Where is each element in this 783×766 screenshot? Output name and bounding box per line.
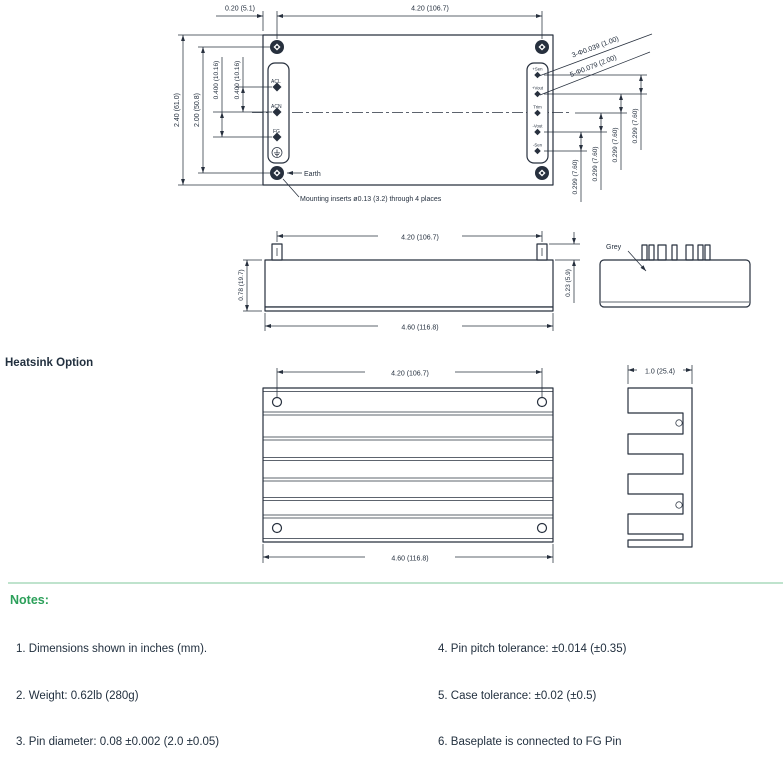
end-pin — [642, 245, 647, 260]
side-view — [238, 231, 580, 332]
top-view — [174, 6, 652, 204]
note-item-4: 4. Pin pitch tolerance: ±0.014 (±0.35) — [438, 643, 627, 655]
dim-pitch-b: 0.400 (10.16) — [213, 60, 220, 100]
dim-pin-span-top: 4.20 (106.7) — [411, 5, 449, 13]
case-color-label: Grey — [606, 244, 622, 251]
notes-left-column — [16, 611, 219, 766]
pin-label-trim: Trim — [533, 104, 542, 110]
heatsink-profile-view — [628, 365, 692, 547]
dim-fin-depth: 1.0 (25.4) — [645, 368, 675, 376]
note-item-5: 5. Case tolerance: ±0.02 (±0.5) — [438, 689, 597, 702]
end-pin — [672, 245, 677, 260]
module-outline-side — [265, 260, 553, 307]
pin-label-pvout: +Vout — [531, 85, 544, 91]
note-item-1: 1. Dimensions shown in inches (mm). — [16, 643, 208, 655]
end-view — [600, 244, 750, 307]
heatsink-fin-profile — [628, 388, 692, 547]
notes-right-column — [438, 611, 626, 766]
dim-dc-pitch-3: 0.299 (7.60) — [612, 127, 619, 163]
dim-dc-pitch-1: 0.299 (7.60) — [572, 159, 579, 195]
end-pin — [698, 245, 703, 260]
earth-label: Earth — [304, 171, 321, 178]
notes-title: Notes: — [10, 593, 49, 607]
dim-pitch-a: 0.400 (10.16) — [234, 60, 241, 100]
dim-width-heatsink: 4.60 (116.8) — [391, 555, 429, 563]
dim-edge-offset: 0.20 (5.1) — [225, 5, 255, 13]
mounting-note: Mounting inserts ø0.13 (3.2) through 4 places — [300, 196, 442, 203]
dim-dc-pitch-4: 0.299 (7.60) — [632, 108, 639, 144]
note-item-6: 6. Baseplate is connected to FG Pin — [438, 736, 622, 748]
pin-label-nsen: -Sen — [532, 142, 543, 148]
pin-label-acl: ACL — [271, 79, 281, 85]
pin-label-acn: ACN — [271, 104, 282, 110]
dim-pin-span-heatsink: 4.20 (106.7) — [391, 370, 429, 378]
heatsink-top-view — [263, 368, 553, 563]
end-pin — [705, 245, 710, 260]
pin-label-fg: FG — [273, 129, 280, 135]
heatsink-option-title: Heatsink Option — [5, 357, 94, 369]
dim-height: 2.40 (61.0) — [174, 93, 181, 127]
module-outline-top — [263, 35, 553, 185]
heatsink-outline — [263, 388, 553, 542]
pin-label-psen: +Sen — [532, 66, 543, 72]
dim-body-width-side: 4.60 (116.8) — [401, 324, 439, 332]
heatsink-screw-boss — [676, 420, 682, 426]
dim-pin-span-side: 4.20 (106.7) — [401, 234, 439, 242]
dim-dc-pitch-2: 0.299 (7.60) — [592, 146, 599, 182]
pin-label-nvout: -Vout — [532, 123, 543, 129]
notes-divider — [8, 582, 783, 584]
heatsink-screw-boss — [676, 502, 682, 508]
dim-height-side: 0.78 (19.7) — [238, 269, 245, 301]
note-item-3: 3. Pin diameter: 0.08 ±0.002 (2.0 ±0.05) — [16, 736, 220, 748]
dim-post-height: 0.23 (5.9) — [565, 269, 572, 297]
baseplate-side — [265, 307, 553, 311]
end-pin — [686, 245, 693, 260]
callout-5-pins: 5-Φ0.079 (2.00) — [569, 54, 618, 79]
end-pin — [658, 245, 666, 260]
end-pin — [649, 245, 654, 260]
note-item-2: 2. Weight: 0.62lb (280g) — [16, 689, 139, 702]
dim-insert-span: 2.00 (50.8) — [194, 93, 201, 127]
case-outline-end — [600, 260, 750, 307]
callout-3-pins: 3-Φ0.039 (1.00) — [571, 35, 620, 60]
